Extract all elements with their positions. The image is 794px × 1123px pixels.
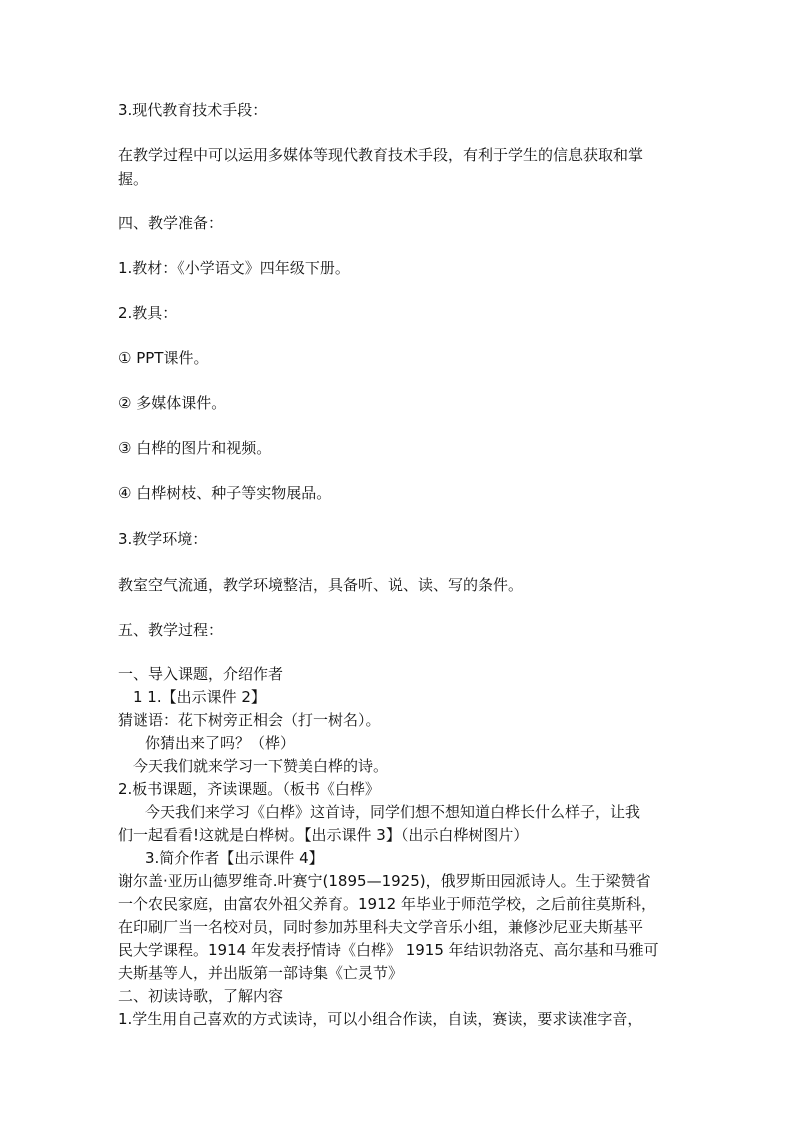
paragraph-modern-tech-1: 在教学过程中可以运用多媒体等现代教育技术手段，有利于学生的信息获取和掌	[118, 146, 644, 164]
author-bio-3: 在印刷厂当一名校对员，同时参加苏里科夫文学音乐小组，兼修沙尼亚夫斯基平	[118, 918, 644, 936]
today-learn: 今天我们就来学习一下赞美白桦的诗。	[133, 757, 389, 775]
heading-intro: 一、导入课题，介绍作者	[118, 665, 284, 683]
paragraph-environment: 教室空气流通，教学环境整洁，具备听、说、读、写的条件。	[118, 576, 524, 594]
riddle: 猜谜语：花下树旁正相会（打一树名）。	[118, 711, 381, 729]
step-author-intro: 3.简介作者【出示课件 4】	[145, 849, 324, 867]
aid-images-video: ③ 白桦的图片和视频。	[118, 439, 272, 457]
aid-multimedia: ② 多媒体课件。	[118, 394, 227, 412]
author-bio-4: 民大学课程。1914 年发表抒情诗《白桦》 1915 年结识勃洛克、高尔基和马雅可	[118, 941, 659, 959]
paragraph-modern-tech-2: 握。	[118, 170, 149, 188]
riddle-question: 你猜出来了吗？（桦）	[145, 734, 296, 752]
paragraph-birch-1: 今天我们来学习《白桦》这首诗，同学们想不想知道白桦长什么样子，让我	[145, 803, 641, 821]
paragraph-first-reading: 1.学生用自己喜欢的方式读诗，可以小组合作读，自读，赛读，要求读准字音，	[118, 1010, 643, 1028]
aid-specimens: ④ 白桦树枝、种子等实物展品。	[118, 484, 332, 502]
paragraph-birch-2: 们一起看看!这就是白桦树。【出示课件 3】（出示白桦树图片）	[118, 826, 529, 844]
step-show-slide-2: 1 1.【出示课件 2】	[133, 688, 266, 706]
author-bio-5: 夫斯基等人，并出版第一部诗集《亡灵节》	[118, 964, 404, 982]
heading-modern-tech: 3.现代教育技术手段：	[118, 101, 268, 119]
step-board-title: 2.板书课题，齐读课题。（板书《白桦》	[118, 780, 380, 798]
author-bio-2: 一个农民家庭，由富农外祖父养育。1912 年毕业于师范学校，之后前往莫斯科，	[118, 895, 656, 913]
author-bio-1: 谢尔盖·亚历山德罗维奇.叶赛宁(1895—1925)，俄罗斯田园派诗人。生于梁赞省	[118, 872, 651, 890]
item-teaching-aids: 2.教具：	[118, 304, 178, 322]
heading-preparation: 四、教学准备：	[118, 214, 224, 232]
aid-ppt: ① PPT课件。	[118, 349, 209, 367]
heading-first-reading: 二、初读诗歌，了解内容	[118, 987, 284, 1005]
item-textbook: 1.教材：《小学语文》四年级下册。	[118, 259, 350, 277]
heading-process: 五、教学过程：	[118, 621, 224, 639]
item-environment: 3.教学环境：	[118, 530, 208, 548]
